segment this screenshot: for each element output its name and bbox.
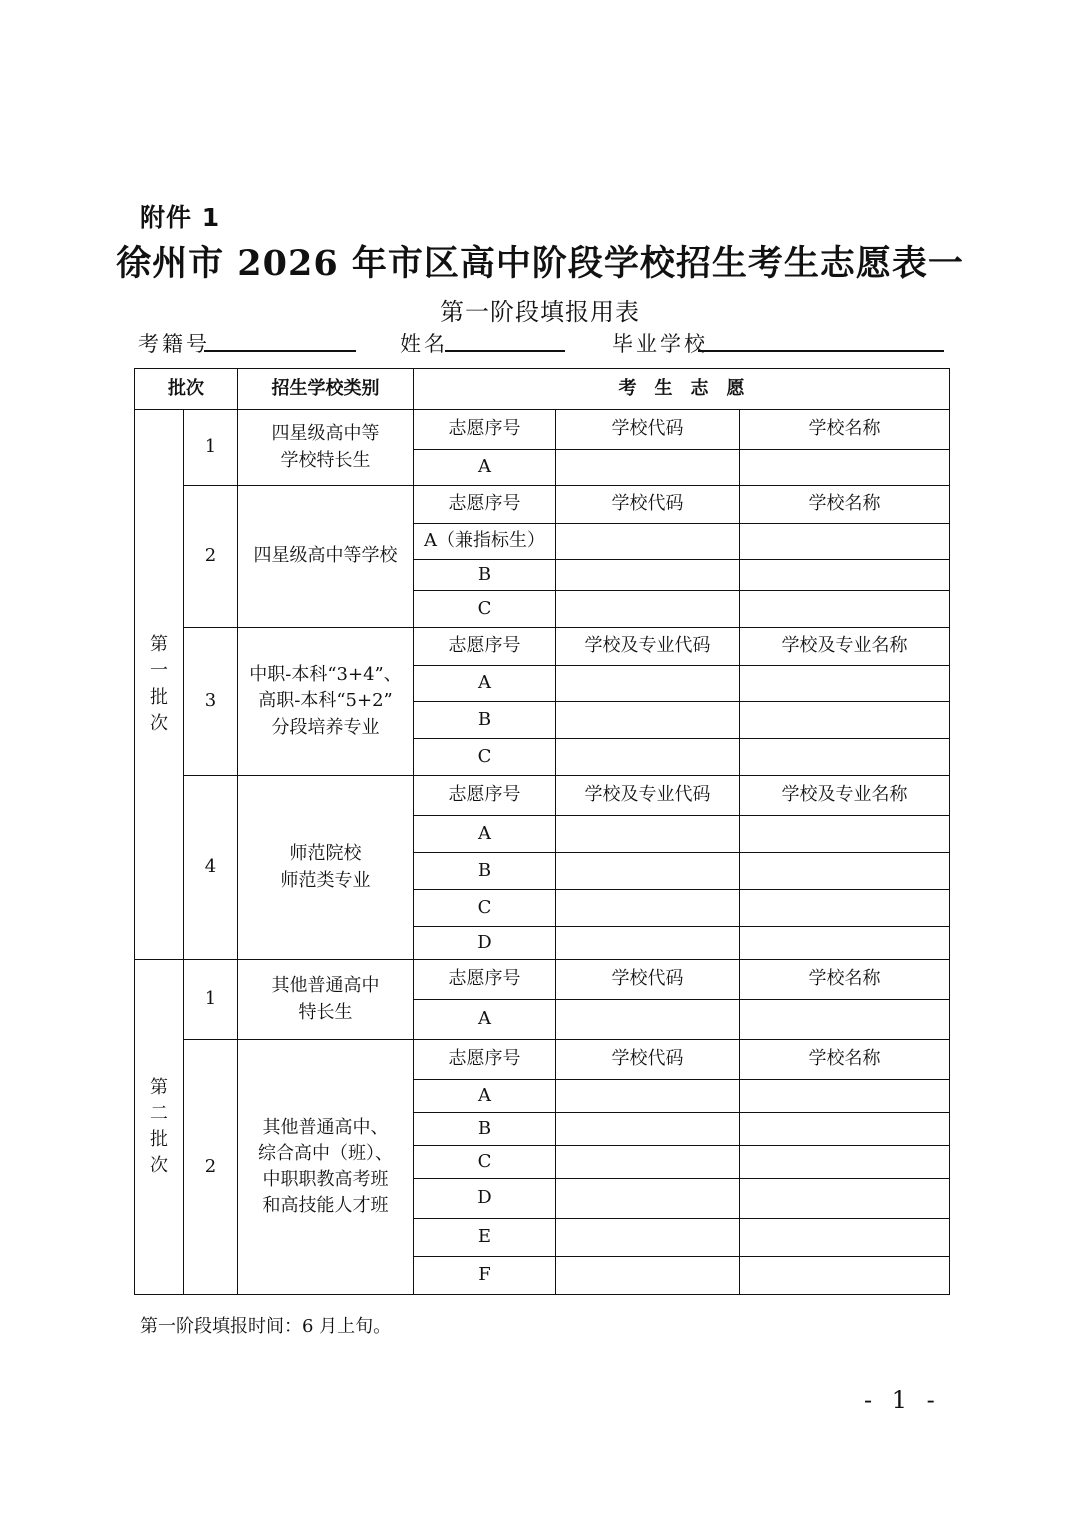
exam-id-field[interactable] [204, 350, 356, 352]
code-input-cell[interactable] [556, 1146, 740, 1179]
category-line: 四星级高中等学校 [253, 545, 398, 567]
name-input-cell[interactable] [740, 1179, 950, 1219]
choice-order: E [414, 1219, 556, 1257]
choice-order: A [414, 666, 556, 702]
name-input-cell[interactable] [740, 666, 950, 702]
name-input-cell[interactable] [740, 1000, 950, 1040]
code-input-cell[interactable] [556, 1257, 740, 1295]
category-cell [238, 776, 414, 960]
name-input-cell[interactable] [740, 1080, 950, 1113]
name-input-cell[interactable] [740, 739, 950, 776]
choice-form-table [134, 368, 950, 1295]
choice-order: C [414, 739, 556, 776]
category-line: 和高技能人才班 [262, 1195, 389, 1217]
name-input-cell[interactable] [740, 560, 950, 591]
footer-note: 第一阶段填报时间：6 月上旬。 [140, 1316, 392, 1337]
category-cell [238, 960, 414, 1040]
choice-order: A [414, 1000, 556, 1040]
choice-order: B [414, 560, 556, 591]
column-header: 志愿序号 [414, 960, 556, 1000]
code-input-cell[interactable] [556, 1000, 740, 1040]
code-input-cell[interactable] [556, 739, 740, 776]
name-input-cell[interactable] [740, 450, 950, 486]
name-input-cell[interactable] [740, 816, 950, 853]
code-input-cell[interactable] [556, 853, 740, 890]
code-input-cell[interactable] [556, 1080, 740, 1113]
column-header: 志愿序号 [414, 776, 556, 816]
code-input-cell[interactable] [556, 524, 740, 560]
exam-id-label: 考籍号 [138, 332, 210, 356]
batch-label-char: 批 [150, 1129, 168, 1150]
choice-order: C [414, 890, 556, 927]
column-header: 学校代码 [556, 410, 740, 450]
code-input-cell[interactable] [556, 1219, 740, 1257]
category-cell [238, 628, 414, 776]
code-input-cell[interactable] [556, 591, 740, 628]
column-header: 学校名称 [740, 410, 950, 450]
batch1-label [135, 410, 184, 960]
column-header: 学校代码 [556, 1040, 740, 1080]
choice-order: F [414, 1257, 556, 1295]
code-input-cell[interactable] [556, 816, 740, 853]
category-line: 四星级高中等 [271, 423, 380, 445]
column-header: 学校及专业名称 [740, 628, 950, 666]
column-header: 志愿序号 [414, 628, 556, 666]
category-cell [238, 410, 414, 486]
group-number: 4 [184, 776, 238, 960]
group-number: 2 [184, 486, 238, 628]
category-line: 其他普通高中 [271, 975, 380, 997]
choice-order: B [414, 702, 556, 739]
name-input-cell[interactable] [740, 1113, 950, 1146]
category-cell [238, 1040, 414, 1295]
column-header: 学校代码 [556, 960, 740, 1000]
choice-order: D [414, 1179, 556, 1219]
header-category: 招生学校类别 [238, 369, 414, 410]
choice-order: B [414, 853, 556, 890]
attachment-label: 附件 1 [140, 203, 221, 232]
name-input-cell[interactable] [740, 1219, 950, 1257]
code-input-cell[interactable] [556, 927, 740, 960]
form-subtitle: 第一阶段填报用表 [440, 298, 640, 326]
column-header: 志愿序号 [414, 1040, 556, 1080]
category-line: 分段培养专业 [271, 716, 380, 738]
batch-label-char: 次 [150, 1155, 168, 1177]
header-choices: 考 生 志 愿 [414, 369, 950, 410]
choice-order: C [414, 1146, 556, 1179]
code-input-cell[interactable] [556, 1113, 740, 1146]
category-cell [238, 486, 414, 628]
code-input-cell[interactable] [556, 666, 740, 702]
group-number: 3 [184, 628, 238, 776]
code-input-cell[interactable] [556, 1179, 740, 1219]
category-line: 中职-本科“3+4”、 [249, 664, 402, 686]
name-input-cell[interactable] [740, 524, 950, 560]
group-number: 1 [184, 410, 238, 486]
name-input-cell[interactable] [740, 927, 950, 960]
category-line: 中职职教高考班 [262, 1169, 389, 1190]
column-header: 学校及专业代码 [556, 628, 740, 666]
category-line: 综合高中（班）、 [258, 1142, 393, 1164]
batch-label-char: 第 [150, 1076, 168, 1098]
name-input-cell[interactable] [740, 853, 950, 890]
name-input-cell[interactable] [740, 702, 950, 739]
column-header: 学校名称 [740, 486, 950, 524]
choice-order: B [414, 1113, 556, 1146]
batch2-label [135, 960, 184, 1295]
category-line: 特长生 [298, 1001, 353, 1023]
choice-order: A [414, 450, 556, 486]
form-title: 徐州市 2026 年市区高中阶段学校招生考生志愿表一 [116, 243, 964, 284]
group-number: 2 [184, 1040, 238, 1295]
code-input-cell[interactable] [556, 450, 740, 486]
page-number: - 1 - [864, 1386, 941, 1414]
header-batch: 批次 [135, 369, 238, 410]
choice-order: D [414, 927, 556, 960]
name-input-cell[interactable] [740, 890, 950, 927]
choice-order: A [414, 816, 556, 853]
name-input-cell[interactable] [740, 1257, 950, 1295]
school-field[interactable] [698, 350, 944, 352]
batch-label-char: 一 [150, 660, 168, 682]
batch-label-char: 批 [150, 686, 168, 708]
batch-label-char: 次 [150, 712, 168, 734]
name-input-cell[interactable] [740, 1146, 950, 1179]
category-line: 其他普通高中、 [262, 1116, 389, 1138]
column-header: 学校名称 [740, 960, 950, 1000]
category-line: 师范类专业 [280, 869, 371, 891]
category-line: 学校特长生 [280, 449, 371, 471]
group-number: 1 [184, 960, 238, 1040]
code-input-cell[interactable] [556, 890, 740, 927]
column-header: 学校代码 [556, 486, 740, 524]
name-field[interactable] [445, 350, 565, 352]
batch-label-char: 二 [150, 1102, 168, 1124]
name-label: 姓名 [400, 332, 448, 356]
column-header: 学校及专业代码 [556, 776, 740, 816]
column-header: 学校及专业名称 [740, 776, 950, 816]
category-line: 师范院校 [289, 843, 362, 865]
category-line: 高职-本科“5+2” [258, 690, 393, 712]
code-input-cell[interactable] [556, 702, 740, 739]
choice-order: A（兼指标生） [414, 524, 556, 560]
choice-order: C [414, 591, 556, 628]
school-label: 毕业学校 [612, 332, 708, 356]
column-header: 志愿序号 [414, 410, 556, 450]
column-header: 学校名称 [740, 1040, 950, 1080]
name-input-cell[interactable] [740, 591, 950, 628]
choice-order: A [414, 1080, 556, 1113]
column-header: 志愿序号 [414, 486, 556, 524]
code-input-cell[interactable] [556, 560, 740, 591]
batch-label-char: 第 [150, 634, 168, 656]
